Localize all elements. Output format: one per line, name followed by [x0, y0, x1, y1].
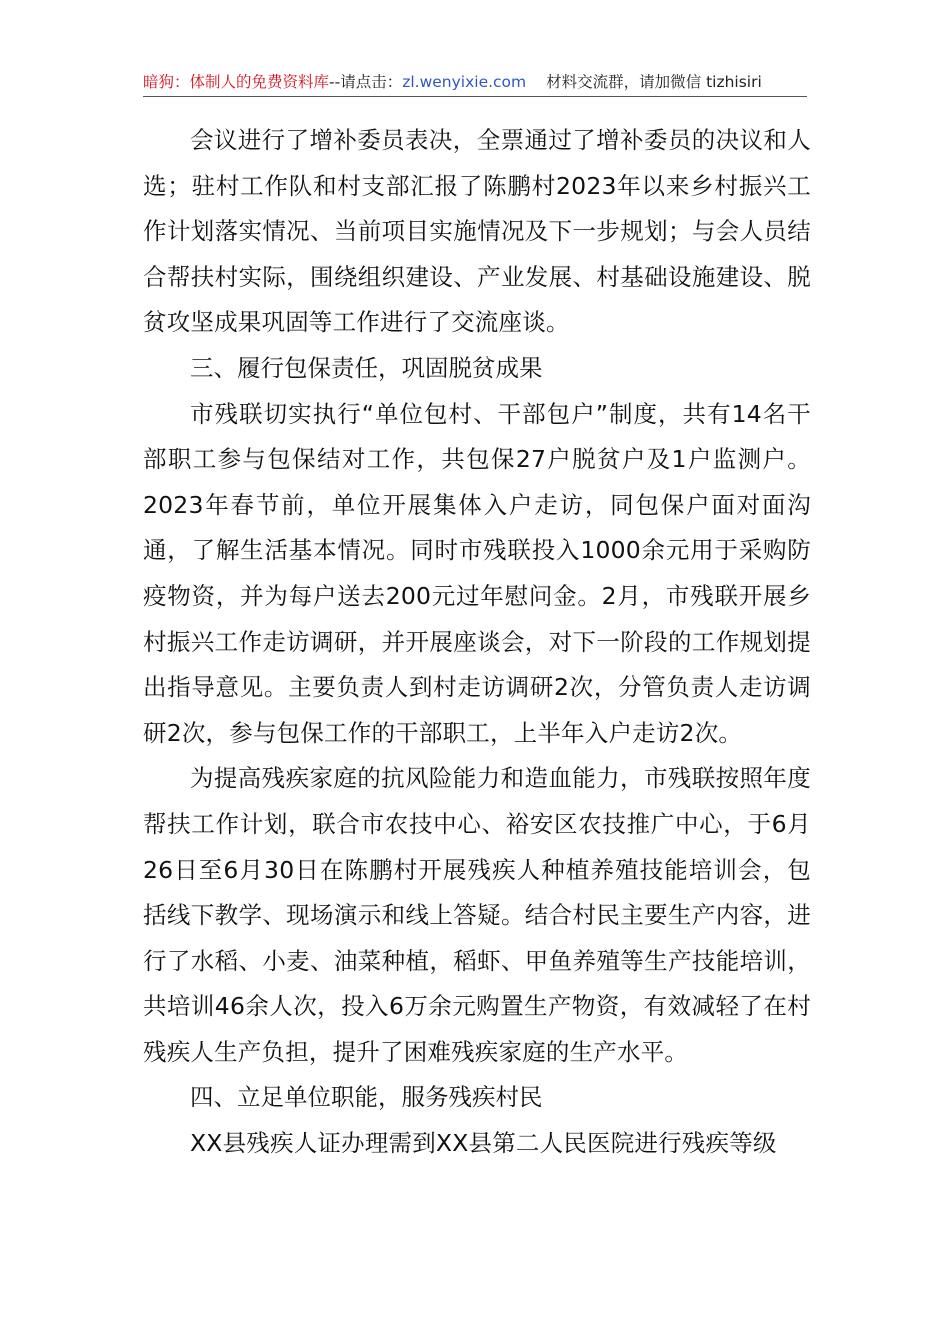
paragraph-baobao: 市残联切实执行“单位包村、干部包户”制度，共有14名干部职工参与包保结对工作，共包保27户脱贫户及1户监测户。2023年春节前，单位开展集体入户走访，同包保户面对面沟通，了解生活基本情况。同时市残联投入1000余元用于采购防疫物资，并为每户送去200元过年慰问金。2月，市残联开展乡村振兴工作走访调研，并开展座谈会，对下一阶段的工作规划提出指导意见。主要负责人到村走访调研2次，分管负责人走访调研2次，参与包保工作的干部职工，上半年入户走访2次。	[143, 399, 811, 747]
header-contact: 材料交流群，请加微信 tizhisiri	[546, 73, 762, 91]
header-link[interactable]: zl.wenyixie.com	[402, 73, 527, 91]
paragraph-meeting: 会议进行了增补委员表决，全票通过了增补委员的决议和人选；驻村工作队和村支部汇报了陈鹏村2023年以来乡村振兴工作计划落实情况、当前项目实施情况及下一步规划；与会人员结合帮扶村实际，围绕组织建设、产业发展、村基础设施建设、脱贫攻坚成果巩固等工作进行了交流座谈。	[143, 126, 811, 337]
paragraph-training: 为提高残疾家庭的抗风险能力和造血能力，市残联按照年度帮扶工作计划，联合市农技中心、裕安区农技推广中心，于6月26日至6月30日在陈鹏村开展残疾人种植养殖技能培训会，包括线下教学、现场演示和线上答疑。结合村民主要生产内容，进行了水稻、小麦、油菜种植，稻虾、甲鱼养殖等生产技能培训，共培训46余人次，投入6万余元购置生产物资，有效减轻了在村残疾人生产负担，提升了困难残疾家庭的生产水平。	[143, 764, 811, 1066]
header-brand: 暗狗：体制人的免费资料库	[143, 73, 330, 91]
section-heading-4: 四、立足单位职能，服务残疾村民	[190, 1083, 543, 1112]
header-divider	[143, 96, 807, 97]
section-heading-3: 三、履行包保责任，巩固脱贫成果	[190, 353, 543, 382]
page-header	[143, 70, 807, 94]
header-prompt: --请点击：	[329, 73, 403, 91]
paragraph-certificate: XX县残疾人证办理需到XX县第二人民医院进行残疾等级	[190, 1129, 777, 1158]
document-body	[143, 118, 811, 1167]
